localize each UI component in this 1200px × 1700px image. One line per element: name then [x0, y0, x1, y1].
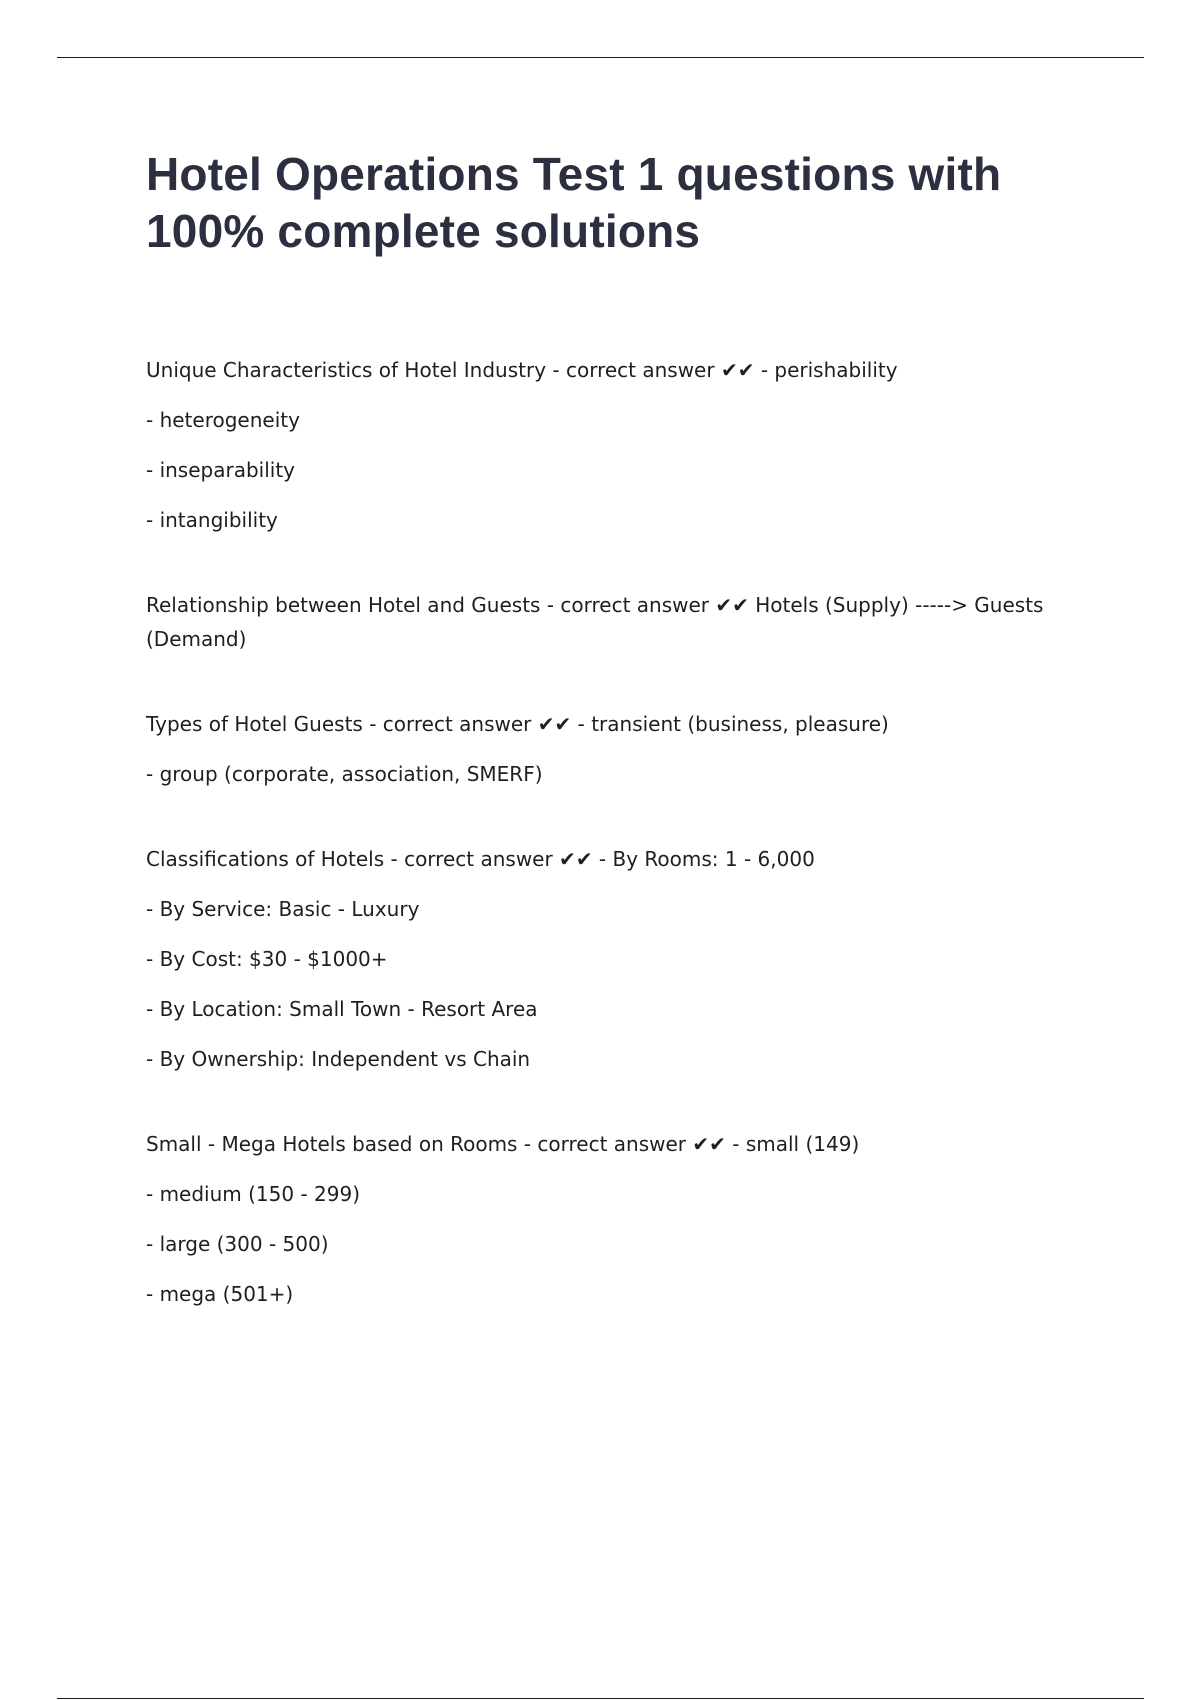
document-title: Hotel Operations Test 1 questions with 100% complete solutions — [146, 148, 1002, 257]
qa-answer-line: - By Service: Basic - Luxury — [146, 897, 420, 921]
qa-answer-line: - intangibility — [146, 508, 278, 532]
qa-question-line: Small - Mega Hotels based on Rooms - correct answer ✔✔ - small (149) — [146, 1132, 860, 1156]
qa-item — [146, 842, 1046, 1076]
qa-answer-line: - mega (501+) — [146, 1282, 294, 1306]
qa-item — [146, 707, 1046, 791]
qa-answer-line: - By Location: Small Town - Resort Area — [146, 997, 538, 1021]
qa-question-line: Unique Characteristics of Hotel Industry - correct answer ✔✔ - perishability — [146, 358, 898, 382]
qa-list — [146, 353, 1046, 1311]
qa-answer-line: - By Cost: $30 - $1000+ — [146, 947, 388, 971]
qa-item — [146, 588, 1046, 656]
qa-question-line: Relationship between Hotel and Guests - correct answer ✔✔ Hotels (Supply) -----> Guests (Demand) — [146, 593, 1044, 651]
qa-answer-line: - large (300 - 500) — [146, 1232, 329, 1256]
qa-question-line: Types of Hotel Guests - correct answer ✔✔ - transient (business, pleasure) — [146, 712, 889, 736]
qa-answer-line: - By Ownership: Independent vs Chain — [146, 1047, 531, 1071]
document-body — [146, 146, 1046, 1362]
qa-answer-line: - medium (150 - 299) — [146, 1182, 361, 1206]
top-rule — [57, 57, 1144, 58]
qa-item — [146, 353, 1046, 537]
qa-answer-line: - heterogeneity — [146, 408, 300, 432]
qa-answer-line: - group (corporate, association, SMERF) — [146, 762, 543, 786]
qa-question-line: Classifications of Hotels - correct answer ✔✔ - By Rooms: 1 - 6,000 — [146, 847, 815, 871]
bottom-rule — [57, 1698, 1144, 1699]
qa-item — [146, 1127, 1046, 1311]
qa-answer-line: - inseparability — [146, 458, 296, 482]
